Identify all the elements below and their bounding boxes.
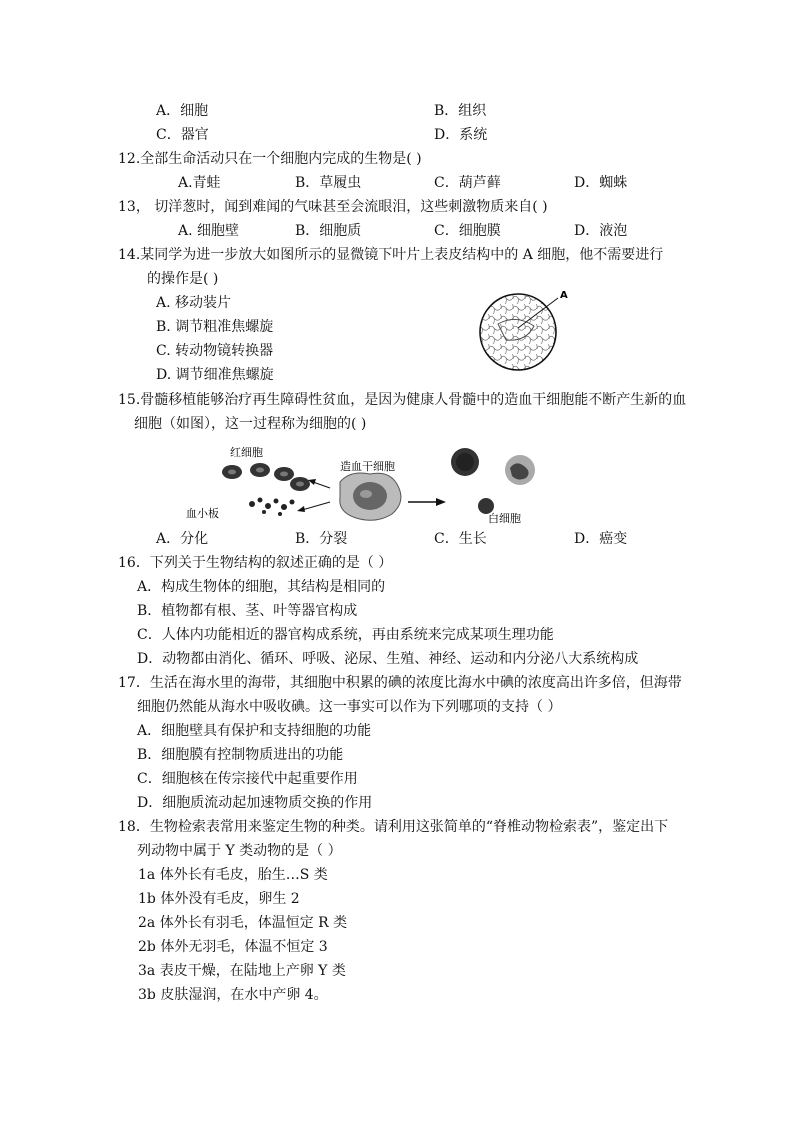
key-item: 1b 体外没有毛皮，卵生 2 <box>138 891 300 907</box>
q11-option-d[interactable]: D．系统 <box>434 127 488 143</box>
q13-option-c[interactable]: C．细胞膜 <box>434 223 501 239</box>
label-white-blood-cell: 白细胞 <box>488 512 521 525</box>
q16-option-d[interactable]: D．动物都由消化、循环、呼吸、泌尿、生殖、神经、运动和内分泌八大系统构成 <box>137 651 639 667</box>
label-stem-cell: 造血干细胞 <box>340 460 395 473</box>
q14-option-c[interactable]: C. 转动物镜转换器 <box>156 343 274 359</box>
q15-option-d[interactable]: D．癌变 <box>574 531 628 547</box>
q15-stem-line1: 15.骨髓移植能够治疗再生障碍性贫血，是因为健康人骨髓中的造血干细胞能不断产生新的血 <box>118 392 687 408</box>
q18-stem-line2: 列动物中属于 Y 类动物的是（ ） <box>137 843 342 859</box>
q18-stem-line1: 18．生物检索表常用来鉴定生物的种类。请利用这张简单的“脊椎动物检索表”，鉴定出下 <box>118 819 669 835</box>
platelets <box>249 498 295 517</box>
key-item: 2b 体外无羽毛，体温不恒定 3 <box>138 939 328 955</box>
q14-option-d[interactable]: D. 调节细准焦螺旋 <box>156 367 274 383</box>
q11-option-a[interactable]: A．细胞 <box>156 103 209 119</box>
q16-option-c[interactable]: C．人体内功能相近的器官构成系统，再由系统来完成某项生理功能 <box>137 627 554 643</box>
blood-cell-differentiation-figure <box>180 440 560 528</box>
q17-stem-line2: 细胞仍然能从海水中吸收碘。这一事实可以作为下列哪项的支持（ ） <box>137 699 562 715</box>
key-item: 3b 皮肤湿润，在水中产卵 4。 <box>138 987 328 1003</box>
q13-option-a[interactable]: A. 细胞壁 <box>178 223 240 239</box>
q16-option-b[interactable]: B．植物都有根、茎、叶等器官构成 <box>137 603 358 619</box>
q16-stem: 16．下列关于生物结构的叙述正确的是（ ） <box>118 555 393 571</box>
microscope-field-figure <box>476 284 576 376</box>
q14-option-b[interactable]: B. 调节粗准焦螺旋 <box>156 319 274 335</box>
q12-stem: 12.全部生命活动只在一个细胞内完成的生物是( ) <box>118 151 422 167</box>
label-red-blood-cell: 红细胞 <box>230 446 263 459</box>
q15-option-a[interactable]: A．分化 <box>156 531 209 547</box>
hematopoietic-stem-cell <box>340 473 401 520</box>
q12-option-c[interactable]: C．葫芦藓 <box>434 175 501 191</box>
q13-stem: 13， 切洋葱时，闻到难闻的气味甚至会流眼泪，这些刺激物质来自( ) <box>118 199 548 215</box>
q12-option-b[interactable]: B．草履虫 <box>295 175 362 191</box>
q13-option-b[interactable]: B．细胞质 <box>295 223 362 239</box>
key-item: 1a 体外长有毛皮，胎生…S 类 <box>138 867 328 883</box>
q15-option-b[interactable]: B．分裂 <box>295 531 348 547</box>
q15-option-c[interactable]: C．生长 <box>434 531 487 547</box>
q12-option-d[interactable]: D．蜘蛛 <box>574 175 628 191</box>
key-item: 3a 表皮干燥，在陆地上产卵 Y 类 <box>138 963 346 979</box>
q17-option-d[interactable]: D．细胞质流动起加速物质交换的作用 <box>137 795 373 811</box>
q17-option-a[interactable]: A．细胞壁具有保护和支持细胞的功能 <box>137 723 372 739</box>
q14-option-a[interactable]: A. 移动装片 <box>156 295 232 311</box>
q15-stem-line2: 细胞（如图），这一过程称为细胞的( ) <box>134 416 367 432</box>
red-blood-cells <box>222 463 310 491</box>
white-blood-cells <box>451 448 535 514</box>
label-platelet: 血小板 <box>186 507 219 520</box>
q13-option-d[interactable]: D．液泡 <box>574 223 628 239</box>
q17-stem-line1: 17．生活在海水里的海带，其细胞中积累的碘的浓度比海水中碘的浓度高出许多倍，但海带 <box>118 675 682 691</box>
q17-option-b[interactable]: B．细胞膜有控制物质进出的功能 <box>137 747 344 763</box>
q12-option-a[interactable]: A.青蛙 <box>178 175 221 191</box>
microscope-field-circle <box>480 294 556 370</box>
q14-stem-line2: 的操作是( ) <box>147 271 219 287</box>
q16-option-a[interactable]: A．构成生物体的细胞，其结构是相同的 <box>137 579 386 595</box>
q11-option-c[interactable]: C．器官 <box>156 127 209 143</box>
q14-stem-line1: 14.某同学为进一步放大如图所示的显微镜下叶片上表皮结构中的 A 细胞，他不需要进行 <box>118 247 664 263</box>
q17-option-c[interactable]: C．细胞核在传宗接代中起重要作用 <box>137 771 358 787</box>
key-item: 2a 体外长有羽毛，体温恒定 R 类 <box>138 915 348 931</box>
figure-label-a: A <box>560 290 568 301</box>
q11-option-b[interactable]: B．组织 <box>434 103 487 119</box>
